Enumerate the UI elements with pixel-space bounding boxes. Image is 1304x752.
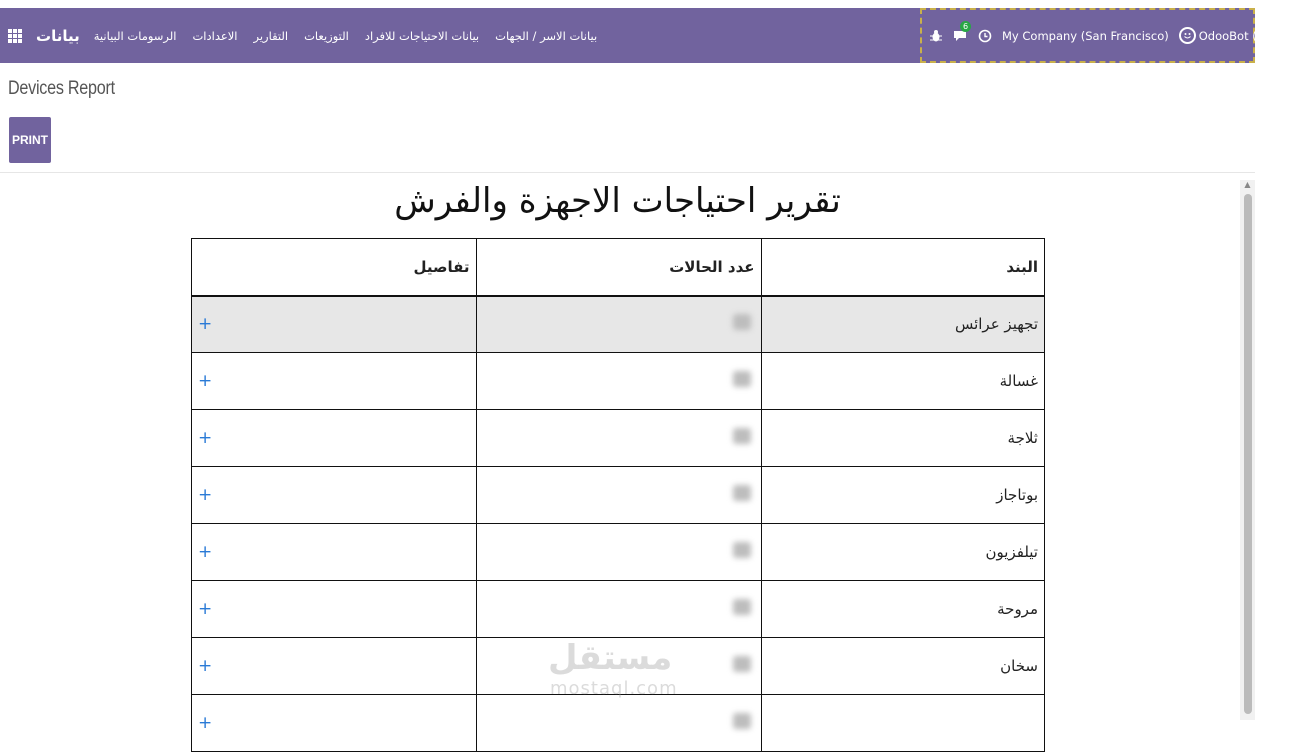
row-item: سخان — [761, 638, 1045, 695]
row-details-toggle[interactable]: + — [192, 581, 477, 638]
watermark-logo — [548, 638, 708, 708]
row-count — [476, 581, 761, 638]
activity-clock-icon[interactable] — [978, 29, 992, 43]
header-details: تفاصيل — [192, 239, 477, 296]
row-details-toggle[interactable]: + — [192, 410, 477, 467]
blurred-value — [733, 713, 751, 729]
scroll-thumb[interactable] — [1244, 194, 1252, 714]
chat-icon[interactable] — [952, 21, 969, 43]
user-avatar-icon — [1179, 27, 1196, 44]
menu-item-settings[interactable]: الاعدادات — [192, 28, 238, 43]
top-navbar — [0, 0, 1304, 63]
main-menu — [94, 29, 597, 43]
user-name: OdooBot (odoo16) — [1198, 28, 1304, 43]
report-title: تقرير احتياجات الاجهزة والفرش — [394, 181, 841, 221]
header-item: البند — [761, 239, 1045, 296]
table-row — [192, 296, 1045, 353]
row-item: مروحة — [761, 581, 1045, 638]
blurred-value — [733, 428, 751, 444]
row-count — [476, 467, 761, 524]
menu-item-needs[interactable]: بيانات الاحتياجات للافراد — [364, 28, 480, 43]
nav-left — [8, 8, 597, 63]
row-details-toggle[interactable]: + — [192, 296, 477, 353]
row-details-toggle[interactable]: + — [192, 638, 477, 695]
row-item: غسالة — [761, 353, 1045, 410]
apps-menu-icon[interactable] — [8, 29, 22, 43]
table-row — [192, 524, 1045, 581]
scroll-up-arrow-icon[interactable]: ▲ — [1244, 180, 1251, 189]
page-scrollbar[interactable] — [1240, 180, 1255, 720]
menu-item-families[interactable]: بيانات الاسر / الجهات — [495, 28, 598, 43]
table-row — [192, 467, 1045, 524]
row-details-toggle[interactable]: + — [192, 524, 477, 581]
print-button[interactable]: PRINT — [9, 117, 51, 163]
debug-bug-icon[interactable] — [930, 29, 942, 43]
row-details-toggle[interactable]: + — [192, 467, 477, 524]
row-item: ثلاجة — [761, 410, 1045, 467]
row-count — [476, 410, 761, 467]
menu-item-charts[interactable]: الرسومات البيانية — [93, 28, 177, 43]
row-item — [761, 695, 1045, 752]
blurred-value — [733, 485, 751, 501]
watermark-main: مستقل — [548, 638, 673, 678]
row-item: تجهيز عرائس — [761, 296, 1045, 353]
row-count — [476, 524, 761, 581]
table-row — [192, 410, 1045, 467]
header-count: عدد الحالات — [476, 239, 761, 296]
row-item: تيلفزيون — [761, 524, 1045, 581]
table-header-row — [192, 239, 1045, 296]
chat-badge: 6 — [960, 21, 971, 32]
blurred-value — [733, 542, 751, 558]
company-switcher[interactable]: My Company (San Francisco) — [1002, 28, 1169, 43]
app-brand[interactable]: بيانات — [36, 26, 80, 45]
table-row — [192, 353, 1045, 410]
blurred-value — [733, 599, 751, 615]
row-count — [476, 353, 761, 410]
row-item: بوتاجاز — [761, 467, 1045, 524]
menu-item-reports[interactable]: التقارير — [253, 28, 289, 43]
table-row — [192, 581, 1045, 638]
row-count — [476, 296, 761, 353]
row-details-toggle[interactable]: + — [192, 695, 477, 752]
user-menu[interactable] — [1179, 27, 1304, 44]
watermark-sub: mostaql.com — [550, 678, 678, 699]
row-details-toggle[interactable]: + — [192, 353, 477, 410]
breadcrumb: Devices Report — [8, 78, 115, 99]
systray — [920, 8, 1304, 63]
blurred-value — [733, 656, 751, 672]
blurred-value — [733, 314, 751, 330]
menu-item-distributions[interactable]: التوزيعات — [304, 28, 349, 43]
blurred-value — [733, 371, 751, 387]
